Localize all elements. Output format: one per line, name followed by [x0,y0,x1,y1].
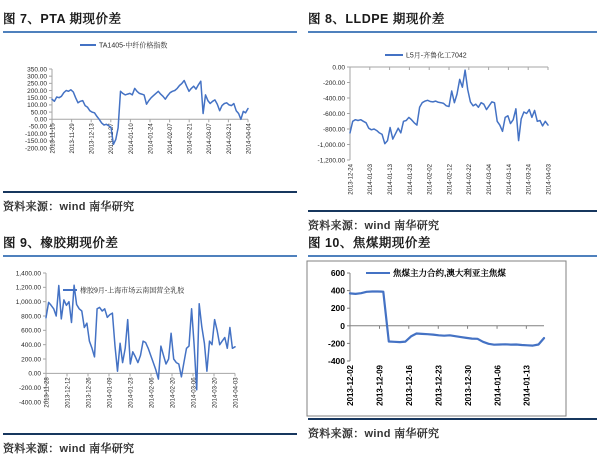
svg-text:0.00: 0.00 [332,64,345,72]
svg-text:600.00: 600.00 [21,327,41,335]
svg-text:200.00: 200.00 [27,87,47,95]
svg-text:2014-01-03: 2014-01-03 [368,164,375,195]
svg-text:0: 0 [340,320,345,331]
svg-text:600: 600 [330,267,345,278]
svg-text:2014-03-06: 2014-03-06 [191,377,198,409]
figure-10-source: 资料来源：wind 南华研究 [308,418,597,441]
svg-text:L5月-齐鲁化工7042: L5月-齐鲁化工7042 [406,52,467,60]
svg-text:-50.00: -50.00 [28,123,47,131]
svg-text:-400.00: -400.00 [322,95,345,103]
coking-coal-basis-line-chart [306,256,574,418]
svg-text:-200.00: -200.00 [24,145,47,153]
svg-text:2014-01-24: 2014-01-24 [148,123,155,154]
figure-9-chart-area [8,262,264,422]
svg-text:-800.00: -800.00 [322,126,345,134]
svg-text:-100.00: -100.00 [24,130,47,138]
svg-text:2014-03-07: 2014-03-07 [207,123,214,154]
svg-text:2014-02-02: 2014-02-02 [427,164,434,195]
svg-text:2014-03-14: 2014-03-14 [506,164,513,195]
svg-text:2014-02-20: 2014-02-20 [170,377,177,409]
svg-text:2013-11-15: 2013-11-15 [50,123,57,154]
svg-text:2013-11-28: 2013-11-28 [44,377,51,408]
figure-7-title: 图 7、PTA 期现价差 [3,12,297,33]
svg-text:1,200.00: 1,200.00 [15,284,41,292]
svg-text:200.00: 200.00 [21,356,41,364]
svg-text:2014-03-24: 2014-03-24 [526,164,533,195]
svg-text:2014-01-09: 2014-01-09 [107,377,114,409]
svg-text:2014-01-13: 2014-01-13 [388,164,394,195]
svg-text:2013-12-13: 2013-12-13 [89,123,96,154]
svg-text:2013-11-29: 2013-11-29 [70,123,76,154]
figure-8-title: 图 8、LLDPE 期现价差 [308,12,597,33]
figure-9-source: 资料来源：wind 南华研究 [3,433,297,456]
svg-text:0.00: 0.00 [34,116,47,124]
svg-text:800.00: 800.00 [21,313,41,321]
svg-text:-600.00: -600.00 [322,110,345,118]
svg-text:0.00: 0.00 [28,370,41,378]
svg-text:100.00: 100.00 [27,102,47,110]
figure-7-chart-area [16,36,281,168]
svg-text:350.00: 350.00 [27,66,47,74]
svg-text:2014-03-21: 2014-03-21 [226,123,233,154]
svg-text:2014-02-07: 2014-02-07 [168,123,174,154]
figure-8-source: 资料来源：wind 南华研究 [308,210,597,233]
svg-text:2013-12-09: 2013-12-09 [375,365,385,406]
svg-text:150.00: 150.00 [27,95,47,103]
svg-text:-150.00: -150.00 [24,138,47,146]
svg-text:200: 200 [330,303,345,314]
svg-text:2014-02-12: 2014-02-12 [447,164,454,195]
svg-text:2013-12-30: 2013-12-30 [463,365,473,406]
svg-text:焦煤主力合约,澳大利亚主焦煤: 焦煤主力合约,澳大利亚主焦煤 [393,267,506,278]
figure-8-chart-area [312,40,584,208]
svg-text:TA1405-中纤价格指数: TA1405-中纤价格指数 [99,42,168,50]
svg-text:橡胶9月-上海市场云南国营全乳胶: 橡胶9月-上海市场云南国营全乳胶 [80,287,185,295]
svg-text:2013-12-12: 2013-12-12 [65,377,72,409]
svg-text:-200: -200 [327,338,345,349]
svg-text:-1,000.00: -1,000.00 [317,141,345,149]
svg-text:2014-04-03: 2014-04-03 [546,164,553,195]
svg-text:2014-04-04: 2014-04-04 [246,123,253,154]
svg-text:2014-01-23: 2014-01-23 [128,377,135,409]
svg-text:2013-12-27: 2013-12-27 [109,123,116,154]
svg-text:2014-02-21: 2014-02-21 [187,123,194,154]
figure-10-chart-area [306,256,574,418]
svg-text:400: 400 [330,285,345,296]
svg-text:2013-12-26: 2013-12-26 [86,377,93,409]
svg-text:250.00: 250.00 [27,80,47,88]
svg-text:400.00: 400.00 [21,341,41,349]
figure-7-source: 资料来源：wind 南华研究 [3,191,297,214]
svg-text:2014-01-10: 2014-01-10 [128,123,135,154]
svg-text:2013-12-23: 2013-12-23 [434,365,444,406]
svg-text:2014-03-04: 2014-03-04 [487,164,493,195]
pta-basis-line-chart [16,36,281,168]
svg-text:2014-02-22: 2014-02-22 [467,164,474,195]
svg-text:2013-12-02: 2013-12-02 [346,365,356,406]
svg-text:-1,200.00: -1,200.00 [317,157,345,165]
svg-text:1,400.00: 1,400.00 [15,270,41,278]
svg-text:1,000.00: 1,000.00 [15,298,41,306]
rubber-basis-line-chart [8,262,264,422]
figure-10-title: 图 10、焦煤期现价差 [308,236,597,257]
svg-text:2014-01-13: 2014-01-13 [522,365,532,406]
svg-text:2014-01-06: 2014-01-06 [493,365,503,406]
svg-text:-400.00: -400.00 [18,399,41,407]
svg-text:-200.00: -200.00 [322,79,345,87]
figure-9-title: 图 9、橡胶期现价差 [3,236,297,257]
svg-text:2014-04-03: 2014-04-03 [233,377,240,409]
svg-text:2014-03-20: 2014-03-20 [212,377,219,409]
svg-text:-400: -400 [327,355,345,366]
svg-text:2014-01-23: 2014-01-23 [407,164,414,195]
svg-text:2014-02-06: 2014-02-06 [149,377,156,409]
svg-text:300.00: 300.00 [27,73,47,81]
svg-text:2013-12-16: 2013-12-16 [404,365,414,406]
svg-text:50.00: 50.00 [30,109,47,117]
svg-text:2013-12-24: 2013-12-24 [348,164,355,195]
lldpe-basis-line-chart [312,40,584,208]
svg-text:-200.00: -200.00 [18,384,41,392]
